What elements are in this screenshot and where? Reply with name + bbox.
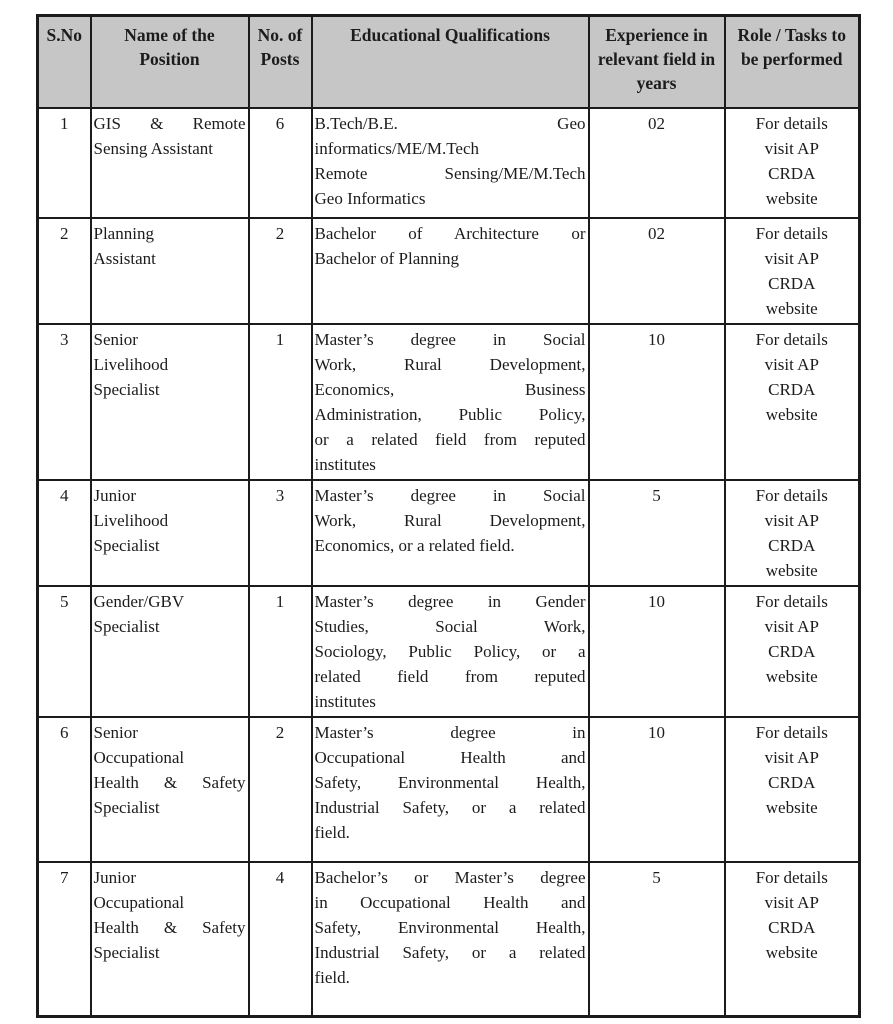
cell-role-tasks bbox=[725, 480, 860, 586]
cell-experience-years: 5 bbox=[589, 862, 725, 1017]
qualification-line: Bachelor’s or Master’s degree bbox=[314, 868, 586, 887]
position-name-line: Senior bbox=[93, 330, 138, 349]
cell-experience-years: 10 bbox=[589, 586, 725, 717]
position-name-line: Health & Safety bbox=[93, 918, 246, 937]
cell-role-tasks bbox=[725, 862, 860, 1017]
qualification-line: Master’s degree in Social bbox=[314, 330, 586, 349]
cell-role-tasks bbox=[725, 324, 860, 480]
qualification-line: Economics, or a related field. bbox=[314, 536, 515, 555]
role-tasks-line: website bbox=[765, 667, 818, 686]
role-tasks-line: For details bbox=[755, 114, 828, 133]
role-tasks-line: website bbox=[765, 299, 818, 318]
header-educational-qualifications: Educational Qualifications bbox=[312, 16, 589, 109]
position-name-line: Specialist bbox=[93, 380, 160, 399]
cell-position-name bbox=[91, 717, 249, 862]
qualification-line: Industrial Safety, or a related bbox=[314, 798, 586, 817]
position-name-line: Planning bbox=[93, 224, 154, 243]
position-name-line: GIS & Remote bbox=[93, 114, 246, 133]
position-name-line: Gender/GBV bbox=[93, 592, 185, 611]
role-tasks-line: CRDA bbox=[768, 164, 816, 183]
cell-posts-count: 4 bbox=[249, 862, 312, 1017]
role-tasks-line: visit AP bbox=[764, 139, 819, 158]
qualification-line: Master’s degree in Social bbox=[314, 486, 586, 505]
qualification-line: Occupational Health and bbox=[314, 748, 586, 767]
cell-role-tasks bbox=[725, 717, 860, 862]
cell-educational-qualifications bbox=[312, 108, 589, 218]
qualification-line: Safety, Environmental Health, bbox=[314, 773, 586, 792]
position-name-line: Specialist bbox=[93, 798, 160, 817]
qualification-line: Industrial Safety, or a related bbox=[314, 943, 586, 962]
role-tasks-line: website bbox=[765, 798, 818, 817]
role-tasks-line: visit AP bbox=[764, 249, 819, 268]
position-name-line: Specialist bbox=[93, 617, 160, 636]
qualification-line: Administration, Public Policy, bbox=[314, 405, 586, 424]
table-row bbox=[38, 480, 860, 586]
header-experience: Experience in relevant field in years bbox=[589, 16, 725, 109]
qualification-line: B.Tech/B.E. Geo bbox=[314, 114, 586, 133]
role-tasks-line: For details bbox=[755, 868, 828, 887]
qualification-line: field. bbox=[314, 823, 350, 842]
cell-educational-qualifications bbox=[312, 480, 589, 586]
cell-serial-number: 4 bbox=[38, 480, 91, 586]
role-tasks-line: For details bbox=[755, 330, 828, 349]
qualification-line: or a related field from reputed bbox=[314, 430, 586, 449]
qualification-line: field. bbox=[314, 968, 350, 987]
qualification-line: Master’s degree in Gender bbox=[314, 592, 586, 611]
qualification-line: Bachelor of Planning bbox=[314, 249, 459, 268]
qualification-line: institutes bbox=[314, 455, 376, 474]
table-row bbox=[38, 324, 860, 480]
header-sno: S.No bbox=[38, 16, 91, 109]
role-tasks-line: visit AP bbox=[764, 355, 819, 374]
cell-experience-years: 02 bbox=[589, 108, 725, 218]
qualification-line: Master’s degree in bbox=[314, 723, 586, 742]
qualification-line: Bachelor of Architecture or bbox=[314, 224, 586, 243]
role-tasks-line: website bbox=[765, 943, 818, 962]
role-tasks-line: CRDA bbox=[768, 918, 816, 937]
qualification-line: related field from reputed bbox=[314, 667, 586, 686]
qualification-line: Studies, Social Work, bbox=[314, 617, 586, 636]
cell-serial-number: 3 bbox=[38, 324, 91, 480]
role-tasks-line: For details bbox=[755, 723, 828, 742]
qualification-line: Work, Rural Development, bbox=[314, 355, 586, 374]
table-header bbox=[38, 16, 860, 109]
table-row bbox=[38, 717, 860, 862]
role-tasks-line: visit AP bbox=[764, 511, 819, 530]
cell-posts-count: 1 bbox=[249, 324, 312, 480]
position-name-line: Senior bbox=[93, 723, 138, 742]
role-tasks-line: visit AP bbox=[764, 893, 819, 912]
position-name-line: Junior bbox=[93, 868, 136, 887]
table-body bbox=[38, 108, 860, 1017]
position-name-line: Occupational bbox=[93, 893, 185, 912]
cell-posts-count: 2 bbox=[249, 218, 312, 324]
cell-posts-count: 3 bbox=[249, 480, 312, 586]
position-name-line: Livelihood bbox=[93, 355, 169, 374]
position-name-line: Sensing Assistant bbox=[93, 139, 213, 158]
cell-posts-count: 2 bbox=[249, 717, 312, 862]
table-row bbox=[38, 218, 860, 324]
qualification-line: Sociology, Public Policy, or a bbox=[314, 642, 586, 661]
table-row bbox=[38, 862, 860, 1017]
cell-role-tasks bbox=[725, 586, 860, 717]
cell-serial-number: 6 bbox=[38, 717, 91, 862]
cell-position-name bbox=[91, 862, 249, 1017]
role-tasks-line: CRDA bbox=[768, 773, 816, 792]
header-position-name: Name of the Position bbox=[91, 16, 249, 109]
position-name-line: Health & Safety bbox=[93, 773, 246, 792]
role-tasks-line: CRDA bbox=[768, 536, 816, 555]
cell-educational-qualifications bbox=[312, 218, 589, 324]
cell-educational-qualifications bbox=[312, 717, 589, 862]
qualification-line: Remote Sensing/ME/M.Tech bbox=[314, 164, 586, 183]
cell-position-name bbox=[91, 324, 249, 480]
header-role-tasks: Role / Tasks to be performed bbox=[725, 16, 860, 109]
role-tasks-line: website bbox=[765, 561, 818, 580]
role-tasks-line: CRDA bbox=[768, 642, 816, 661]
cell-serial-number: 1 bbox=[38, 108, 91, 218]
cell-experience-years: 02 bbox=[589, 218, 725, 324]
position-name-line: Specialist bbox=[93, 943, 160, 962]
table-row bbox=[38, 108, 860, 218]
cell-experience-years: 5 bbox=[589, 480, 725, 586]
cell-position-name bbox=[91, 108, 249, 218]
cell-position-name bbox=[91, 586, 249, 717]
cell-serial-number: 7 bbox=[38, 862, 91, 1017]
role-tasks-line: For details bbox=[755, 224, 828, 243]
position-name-line: Assistant bbox=[93, 249, 156, 268]
cell-educational-qualifications bbox=[312, 324, 589, 480]
position-name-line: Specialist bbox=[93, 536, 160, 555]
qualification-line: Work, Rural Development, bbox=[314, 511, 586, 530]
role-tasks-line: CRDA bbox=[768, 274, 816, 293]
qualification-line: informatics/ME/M.Tech bbox=[314, 139, 480, 158]
cell-experience-years: 10 bbox=[589, 324, 725, 480]
cell-posts-count: 6 bbox=[249, 108, 312, 218]
role-tasks-line: visit AP bbox=[764, 748, 819, 767]
header-posts-count: No. of Posts bbox=[249, 16, 312, 109]
cell-experience-years: 10 bbox=[589, 717, 725, 862]
role-tasks-line: website bbox=[765, 189, 818, 208]
role-tasks-line: CRDA bbox=[768, 380, 816, 399]
table-row bbox=[38, 586, 860, 717]
qualification-line: institutes bbox=[314, 692, 376, 711]
cell-position-name bbox=[91, 480, 249, 586]
position-name-line: Occupational bbox=[93, 748, 185, 767]
cell-educational-qualifications bbox=[312, 586, 589, 717]
cell-serial-number: 5 bbox=[38, 586, 91, 717]
role-tasks-line: For details bbox=[755, 592, 828, 611]
qualification-line: Safety, Environmental Health, bbox=[314, 918, 586, 937]
role-tasks-line: visit AP bbox=[764, 617, 819, 636]
position-name-line: Livelihood bbox=[93, 511, 169, 530]
qualification-line: Geo Informatics bbox=[314, 189, 426, 208]
cell-role-tasks bbox=[725, 218, 860, 324]
qualification-line: in Occupational Health and bbox=[314, 893, 586, 912]
role-tasks-line: For details bbox=[755, 486, 828, 505]
role-tasks-line: website bbox=[765, 405, 818, 424]
cell-position-name bbox=[91, 218, 249, 324]
position-name-line: Junior bbox=[93, 486, 136, 505]
cell-serial-number: 2 bbox=[38, 218, 91, 324]
table-header-row bbox=[38, 16, 860, 109]
cell-role-tasks bbox=[725, 108, 860, 218]
recruitment-positions-table bbox=[36, 14, 861, 1018]
cell-educational-qualifications bbox=[312, 862, 589, 1017]
cell-posts-count: 1 bbox=[249, 586, 312, 717]
qualification-line: Economics, Business bbox=[314, 380, 586, 399]
